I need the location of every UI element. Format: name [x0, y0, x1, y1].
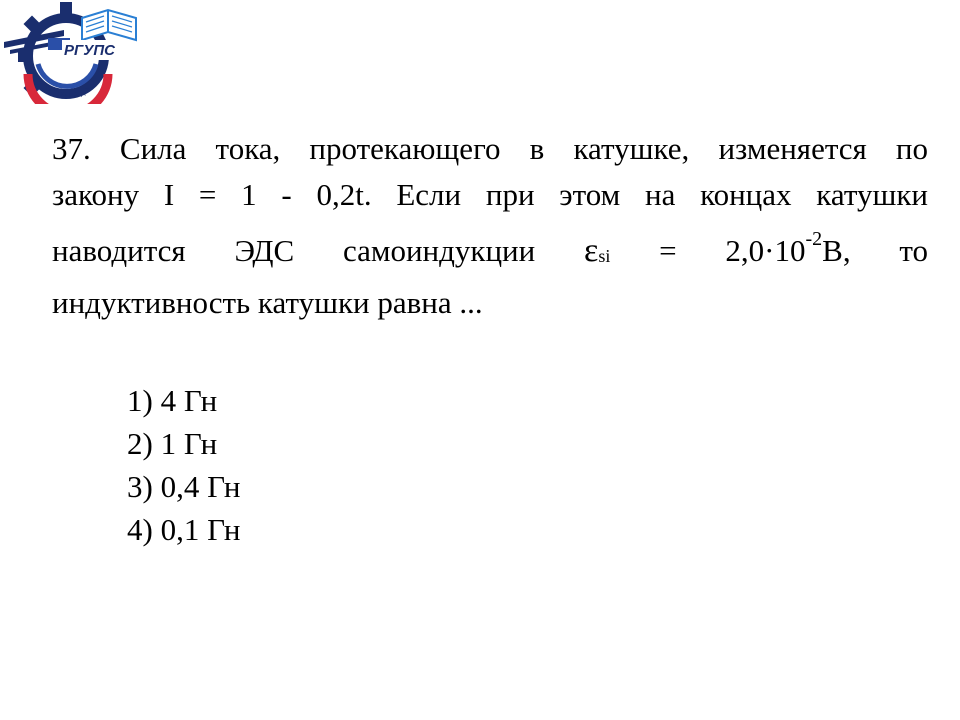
logo-text: РГУПС: [64, 42, 115, 59]
answer-options: [127, 379, 240, 551]
emf-subscript: si: [598, 246, 611, 266]
answer-option-4[interactable]: 4) 0,1 Гн: [127, 512, 241, 547]
question-line-3: наводится ЭДС самоиндукции $\varepsilon si = 2,0\cdot 10^{-2}В$, то: [52, 228, 929, 269]
logo-emblem-icon: [4, 0, 142, 104]
university-logo: [4, 0, 142, 104]
exponent: -2: [805, 228, 823, 250]
answer-option-1[interactable]: 1) 4 Гн: [127, 383, 218, 418]
emf-symbol: ε: [584, 232, 599, 269]
question-text: [52, 126, 928, 325]
question-line-1: 37. Сила тока, протекающего в катушке, изменяется по: [52, 131, 929, 166]
logo-ring-text: РОСТОВ-НА-ДОНУ: [39, 81, 99, 100]
answer-option-2[interactable]: 2) 1 Гн: [127, 426, 218, 461]
question-line-4: индуктивность катушки равна ...: [52, 284, 483, 320]
question-number: 37.: [52, 131, 91, 166]
question-line-2: закону I = 1 - 0,2t. Если при этом на концах катушки: [52, 176, 928, 212]
answer-option-3[interactable]: 3) 0,4 Гн: [127, 469, 241, 504]
